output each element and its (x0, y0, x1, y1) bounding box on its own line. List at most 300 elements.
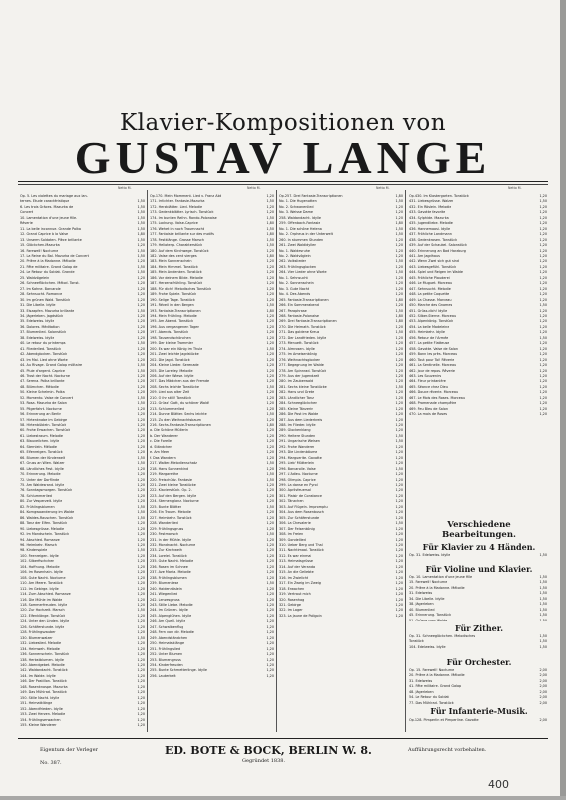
entry-price: 1,20 (266, 281, 274, 286)
entry-price: 1,20 (539, 352, 547, 357)
entry-title: 136. Sonnenschein. Tonstück (20, 652, 70, 657)
entry-price: 1,50 (395, 384, 403, 389)
catalog-column-2 (150, 194, 274, 679)
entry-price: 1,20 (137, 259, 145, 264)
entry-title: 148. Rosenknospe. Mazurka (20, 684, 68, 689)
entry-price: 1,20 (137, 581, 145, 586)
entry-price: 1,80 (266, 423, 274, 428)
entry-title: 454. La belle Madeleine (409, 324, 450, 329)
entry-title: 319. Vertraut mich (279, 592, 311, 597)
entry-price: 1,50 (137, 221, 145, 226)
entry-title: 262. Volkslieder (279, 259, 307, 264)
entry-title: f. Das Wandern (150, 455, 176, 460)
entry-title: 21. Fête militaire. Grand Galop de (20, 264, 78, 269)
entry-title: 44. Au Rivage. Grand Galop militaire (20, 363, 83, 368)
entry-price: 1,20 (395, 423, 403, 428)
entry-title: 443. Liebesgefühl. Tonstück (409, 264, 457, 269)
entry-price: 1,20 (266, 635, 274, 640)
entry-price: 1,20 (266, 537, 274, 542)
entry-title: 317. Ein Zweig im Zweig (279, 581, 321, 586)
entry-title: 199. Der kleine Trommler (150, 341, 194, 346)
entry-title: 118. Sommerfreuden. Idylle (20, 602, 68, 607)
entry-title: 45. Erinnerung. Tonstück (409, 613, 452, 618)
entry-price: 1,20 (266, 352, 274, 357)
entry-price: 1,20 (137, 379, 145, 384)
entry-price: 1,20 (395, 346, 403, 351)
entry-title: 463. Les Souvenirs (409, 373, 442, 378)
entry-title: 316. Im Zwielicht (279, 575, 309, 580)
section-heading-zither: Für Zither. (454, 623, 504, 633)
entry-title: 456. Retour de l'Armée (409, 335, 449, 340)
entry-price: 1,20 (266, 515, 274, 520)
entry-title: 236. Rosen im Schnee (150, 564, 188, 569)
entry-price: 1,20 (539, 248, 547, 253)
entry-title: 200. Es war ein König im Thule (150, 346, 203, 351)
entry-price: 1,20 (539, 232, 547, 237)
entry-title: 57. Hirtenknabe im Gebirge (20, 417, 68, 422)
entry-title: 65. Elfenreigen. Tonstück (20, 450, 63, 455)
entry-price: 1,20 (266, 553, 274, 558)
entry-price: 1,20 (395, 570, 403, 575)
entry-price: 2,00 (539, 700, 547, 705)
entry-price: 1,20 (395, 613, 403, 618)
section-heading-orchestra: Für Orchester. (446, 657, 512, 667)
entry-price: 1,20 (137, 586, 145, 591)
entry-title: 55. Pilgerfahrt. Nocturne (20, 406, 62, 411)
entry-price: 1,20 (266, 455, 274, 460)
entry-title: 40. Blumenlied (409, 607, 435, 612)
scan-edge-right (560, 0, 566, 800)
entry-price: 1,20 (395, 253, 403, 258)
entry-price: 1,20 (395, 286, 403, 291)
entry-title: 104. Hoffnung. Melodie (20, 564, 60, 569)
entry-title: 282. Hans und Grete (279, 390, 315, 395)
entry-price: 1,20 (266, 270, 274, 275)
entry-title: 130. Blumenwalzer (20, 635, 53, 640)
entry-price: 1,80 (395, 194, 403, 198)
entry-title: 110. Am Meere. Tonstück (20, 581, 63, 586)
entry-price: 1,50 (266, 243, 274, 248)
entry-price: 1,20 (137, 668, 145, 673)
entry-title: Op. 10. Lamentation d'une jeune fille (409, 575, 473, 579)
entry-price: 1,50 (395, 308, 403, 313)
column-divider (147, 190, 148, 732)
entry-title: 152. Abendfrieden. Idylle (20, 706, 63, 711)
entry-title: Op.430. Im Klostergarten. Tonstück (409, 194, 469, 198)
entry-price: 1,20 (539, 259, 547, 264)
entry-title: 96. Heimkehr. Marsch (20, 543, 57, 547)
entry-title: 286. Die Post im Walde (279, 412, 319, 417)
entry-price: 1,20 (137, 701, 145, 706)
entry-title: 469. Feu Bleu de Salon (409, 406, 448, 411)
entry-title: 132. Liebeslied. Melodie (20, 641, 62, 646)
entry-price: 1,20 (266, 324, 274, 329)
entry-title: 196. Aus vergangenen Tagen (150, 324, 200, 329)
entry-price: 1,20 (137, 592, 145, 597)
entry-price: 1,20 (395, 543, 403, 547)
catalog-entry (409, 553, 547, 558)
entry-title: 80. Zur Vesperzeit. Idylle (20, 499, 63, 504)
entry-price: 1,20 (395, 335, 403, 340)
entry-price: 1,20 (395, 608, 403, 613)
entry-price: 1,20 (137, 417, 145, 422)
entry-price: 1,50 (137, 264, 145, 269)
entry-title: 182. Valse des cent vierges (150, 253, 197, 258)
entry-price: 1,50 (395, 433, 403, 438)
entry-price: 1,20 (137, 390, 145, 395)
entry-title: 106. Im Rosenhain. Idylle (20, 570, 63, 575)
entry-title: 289. Glockenklang (279, 428, 311, 433)
entry-price: 1,20 (266, 194, 274, 198)
entry-price: 1,20 (137, 543, 145, 547)
entry-title: 278. Am Spinnrad. Tonstück (279, 368, 327, 373)
entry-title: 448. La petite Coquette (409, 292, 450, 297)
entry-title: 299. La danse en Pyrol (279, 483, 318, 488)
entry-title: 270. Die Heimath. Tonstück (279, 324, 326, 329)
entry-price: 1,20 (137, 444, 145, 449)
founded-note: Gegründet 1838. (242, 758, 286, 764)
entry-price: 1,20 (137, 450, 145, 455)
entry-price: 1,80 (395, 319, 403, 324)
entry-title: 440. Erinnerung an Bad Harzburg (409, 248, 466, 253)
entry-title: 154. Frühlingserwachen (20, 717, 61, 722)
entry-title: 31. Edelweiss (409, 591, 433, 596)
entry-price: 1,20 (137, 423, 145, 428)
entry-title: 220. Freischütz. Fantasie (150, 477, 192, 482)
entry-price: 1,20 (137, 641, 145, 646)
entry-price: 1,20 (395, 341, 403, 346)
entry-title: 172. Herzblätter. Lied. Melodie (150, 204, 203, 209)
entry-title: 438. Gedenkrosen. Tonstück (409, 237, 458, 242)
entry-title: 234. Lorelei. Tonstück (150, 553, 187, 558)
entry-title: 41. Fliederlied. Tonstück (20, 346, 62, 351)
entry-price: 1,20 (137, 613, 145, 618)
entry-price: 1,50 (137, 199, 145, 204)
entry-price: 1,20 (266, 521, 274, 526)
entry-title: 444. Spiel und Reigen im Walde (409, 270, 463, 275)
entry-title: 268. Fantasie-Polonaise (279, 313, 319, 318)
entry-price: 1,20 (266, 624, 274, 629)
entry-price: 1,50 (137, 510, 145, 515)
entry-price: 1,50 (137, 515, 145, 520)
entry-price: 1,20 (539, 330, 547, 335)
entry-title: 72. Unter der Dorflinde (20, 477, 60, 482)
entry-title: Op. 31. Edelweiss. Idylle (409, 553, 451, 557)
entry-price: 1,20 (137, 483, 145, 488)
entry-price: 1,20 (137, 466, 145, 471)
entry-price: 1,20 (539, 341, 547, 346)
entry-price: 1,20 (137, 335, 145, 340)
entry-price: 1,20 (137, 406, 145, 411)
entry-price: 1,20 (137, 357, 145, 362)
entry-title: 226. Ein Traum. Melodie (150, 510, 191, 515)
entry-title: 26. Schneeflöckchen. Mélod. Tonst. (20, 281, 80, 286)
entry-title: 188. Für dich! Melodisches Tonstück (150, 286, 212, 291)
entry-title: 146. Der Postillon. Tonstück (20, 679, 67, 684)
entry-title: 247. Schwalbenflug (150, 624, 184, 629)
entry-price: 1,50 (266, 226, 274, 231)
entry-price: 1,20 (266, 313, 274, 318)
entry-title: Op.170. Mein Momment. Lied v. Franz Abt (150, 194, 222, 198)
entry-title: 47. Serena. Polka brillante (20, 379, 65, 384)
entry-title: 439. Auf der Schaukel. Salonstück (409, 243, 467, 248)
entry-title: 202. Die Jagd. Tonstück (150, 357, 190, 362)
entry-price: 1,20 (266, 526, 274, 531)
entry-title: 294. Marguerite. Gavotte (279, 455, 322, 460)
entry-title: 41. Fête militaire. Grand Galop (409, 684, 462, 689)
entry-title: 323. La Jaune de Poligoin (279, 613, 322, 618)
entry-title: 466. Douce rêverie. Morceau (409, 390, 459, 395)
entry-price: 1,20 (395, 292, 403, 297)
entry-price: 1,50 (266, 303, 274, 308)
entry-price: 1,20 (266, 330, 274, 335)
entry-price: 1,50 (137, 341, 145, 346)
entry-title: 232. Mondnacht. Nocturne (150, 543, 196, 547)
entry-title: 437. Fröhliche Landmann (409, 232, 452, 237)
entry-price: 1,80 (395, 297, 403, 302)
entry-price: 1,50 (539, 644, 547, 649)
entry-price: 1,20 (266, 335, 274, 340)
entry-price: 2,00 (539, 668, 547, 672)
entry-price: 1,20 (395, 450, 403, 455)
entry-title: 296. Barcarolle. Valse (279, 466, 316, 471)
entry-title: 53. Rosa. Mazurka de Salon (20, 401, 67, 406)
entry-price: 1,20 (266, 592, 274, 597)
duet-list (409, 553, 547, 558)
entry-title: 431. Liebesgrüsse. Walzer (409, 199, 454, 204)
entry-title: 459. Bonn les près. Morceau (409, 352, 458, 357)
entry-price: 1,20 (395, 532, 403, 537)
entry-title: 265. Fantasie-Transcriptionen (279, 297, 329, 302)
entry-title: 183. Mein Sonnenschein (150, 259, 192, 264)
entry-price: 1,50 (137, 608, 145, 613)
entry-title: 304. Aus dem Rosenbusch (279, 510, 324, 515)
entry-title: 51. Grüsse vom Walde (409, 618, 448, 621)
entry-price: 1,20 (539, 412, 547, 417)
entry-title: 273. Menuett. Tonstück (279, 341, 319, 346)
entry-price: 1,50 (539, 335, 547, 340)
entry-title: 63. Blauveilchen. Idylle (20, 439, 60, 444)
entry-title: 184. Mein Himmel. Tonstück (150, 264, 198, 269)
entry-price: 1,20 (266, 379, 274, 384)
entry-price: 1,80 (266, 232, 274, 237)
entry-title: 102. Silberfischchen (20, 559, 55, 564)
catalog-entry (20, 723, 145, 728)
price-header-4: Netto M. (508, 186, 522, 190)
entry-price: 1,20 (266, 662, 274, 667)
catalog-column-4 (409, 194, 547, 510)
entry-price: 1,20 (137, 433, 145, 438)
entry-title: Réverie (20, 221, 33, 226)
entry-title: 243. Stille Liebe. Melodie (150, 602, 193, 607)
entry-price: 1,50 (395, 466, 403, 471)
entry-title: 190. Selige Tage. Tonstück (150, 297, 195, 302)
entry-price: 1,50 (539, 303, 547, 308)
entry-title: 239. Blumenlese (150, 581, 179, 586)
entry-title: 179. Helioterp. Charakterstück (150, 243, 203, 248)
entry-price: 1,20 (539, 324, 547, 329)
entry-title: 75. Am Waldesrand. Idylle (20, 483, 65, 488)
entry-title: 186. Vor deinem Bilde. Melodie (150, 275, 203, 280)
entry-title: 449. La Chasse. Morceau (409, 297, 452, 302)
entry-price: 1,20 (266, 450, 274, 455)
section-heading-infantry: Für Infanterie-Musik. (430, 706, 528, 716)
entry-price: 1,20 (137, 313, 145, 318)
entry-title: 305. Zur Schäferstunde (279, 515, 320, 520)
entry-price: 1,20 (395, 515, 403, 520)
entry-price: 1,50 (539, 553, 547, 557)
entry-title: 300. Aprilsfeuersal (279, 488, 311, 493)
entry-price: 1,20 (395, 428, 403, 433)
entry-price: 1,20 (266, 259, 274, 264)
entry-title: 303. Auf Flügeln. Impromptu (279, 504, 328, 509)
entry-title: 45. Pluie d'argent. Caprice (20, 368, 65, 373)
entry-price: 1,20 (266, 439, 274, 444)
entry-title: 322. Im Lager (279, 608, 303, 613)
entry-price: 1,50 (137, 395, 145, 400)
entry-title: 201. Zwei leichte Jagdstücke (150, 352, 199, 357)
entry-price: 1,20 (395, 281, 403, 286)
entry-price: 1,20 (137, 712, 145, 717)
entry-title: 149. Das Mühlrad. Tonstück (20, 690, 67, 695)
entry-title: 246. Am Quell. Idylle (150, 619, 186, 624)
entry-title: 264. Vier Lieder ohne Worte (279, 270, 327, 275)
entry-title: 250. Heimatsklänge (150, 641, 185, 646)
entry-price: 1,50 (539, 199, 547, 204)
entry-title: 313. Heimatsgrüsse (279, 559, 313, 564)
entry-title: 248. Fern von dir. Melodie (150, 630, 194, 635)
entry-price: 1,50 (395, 330, 403, 335)
entry-title: 309. Gondellied (279, 537, 306, 542)
entry-title: Op. 31. Schneeglöckchen. Melodisches (409, 634, 476, 638)
entry-price: 1,20 (137, 243, 145, 248)
entry-price: 2,00 (539, 684, 547, 689)
entry-price: 1,20 (137, 575, 145, 580)
entry-price: 1,50 (395, 439, 403, 444)
entry-title: 52. Momento. Valse de Concert (20, 395, 74, 400)
entry-price: 1,20 (395, 357, 403, 362)
entry-price: 1,20 (137, 384, 145, 389)
entry-price: 1,20 (395, 237, 403, 242)
catalog-entry (279, 614, 403, 619)
entry-title: 100. Feenreigen. Idylle (20, 553, 59, 558)
entry-title: 173. Gedenkblätter. Lyrisch. Tonstück (150, 210, 214, 215)
entry-price: 1,20 (266, 390, 274, 395)
entry-title: 25. Waldvögelein (20, 275, 50, 280)
entry-price: 1,20 (137, 521, 145, 526)
handwritten-number: 400 (488, 778, 509, 791)
entry-title: 245. Alpenglühen. Idylle (150, 613, 192, 618)
entry-title: 24. Le Retour du Soldat. Grande (20, 270, 75, 275)
entry-price: 1,80 (137, 232, 145, 237)
entry-title: 84. Korngwoanderung im Walde (20, 510, 75, 515)
entry-price: 1,20 (539, 286, 547, 291)
entry-price: 1,20 (266, 559, 274, 564)
entry-title: 185. Mein Andenken. Tonstück (150, 270, 202, 275)
entry-title: 140. Abendgebet. Melodie (20, 662, 65, 667)
entry-price: 1,20 (266, 564, 274, 569)
entry-title: 218. Hans Sonnenkind (150, 466, 189, 471)
entry-price: 1,20 (137, 292, 145, 297)
entry-title: 249. Abendständchen (150, 635, 188, 640)
entry-price: 1,20 (539, 363, 547, 368)
entry-price: 2,00 (539, 673, 547, 678)
entry-title: 60. Frohe Erwachen. Tonstück (20, 428, 71, 433)
entry-price: 1,20 (266, 368, 274, 373)
entry-price: 1,50 (266, 504, 274, 509)
entry-price: 1,50 (137, 215, 145, 220)
entry-title: 174. Im bunten Reihn. Rondo-Polonaise (150, 215, 217, 220)
entry-price: 1,20 (539, 243, 547, 248)
entry-title: 280. Im Zauberwald (279, 379, 314, 384)
entry-title: 240. Haidenröslein (150, 586, 182, 591)
entry-title: 176. Wehet in noch Traumnacht (150, 226, 205, 231)
entry-title: 283. Ländlicher Tanz (279, 395, 314, 400)
entry-price: 1,20 (395, 483, 403, 488)
entry-price: 1,20 (266, 406, 274, 411)
entry-title: 98. Kinderspiele (20, 548, 48, 553)
entry-title: 229. Frühlingsgruss (150, 526, 184, 531)
entry-title: 124. Unter den Linden. Idylle (20, 619, 70, 624)
entry-price: 1,20 (395, 602, 403, 607)
entry-price: 1,50 (137, 401, 145, 406)
entry-title: 42. Abendglocken. Tonstück (20, 352, 68, 357)
entry-title: 67. Gruss an Wien. Walzer (20, 461, 65, 466)
entry-title: 151. Heimatklänge (20, 701, 53, 706)
rights-note: Aufführungsrecht vorbehalten. (408, 747, 487, 753)
entry-title: Op.257. Drei Fantasie-Transcriptionen (279, 194, 343, 198)
entry-title: No. 1. Die schöne Helena (279, 226, 322, 231)
entry-title: 204. Kleine Lieder. Serenade (150, 363, 199, 368)
entry-price: 1,50 (539, 618, 547, 621)
entry-price: 1,20 (137, 472, 145, 477)
entry-title: 215. Zu den Weihnachtsbaum (150, 417, 201, 422)
entry-price: 1,20 (395, 417, 403, 422)
entry-price: 1,50 (539, 602, 547, 607)
entry-title: 33. Eiszapfen. Mazurka brillante (20, 308, 75, 313)
entry-price: 1,20 (266, 548, 274, 553)
entry-price: 1,20 (266, 570, 274, 575)
entry-title: 178. Festklänge. Grosse Marsch (150, 237, 204, 242)
entry-title: 88. Tanz der Elfen. Tonstück (20, 521, 68, 526)
section-heading-violin: Für Violine und Klavier. (425, 564, 533, 574)
entry-title: d. Ständchen (150, 444, 173, 449)
entry-title: 310. Ueber Berg und Thal (279, 543, 323, 547)
infantry-list (409, 718, 547, 723)
entry-price: 2,00 (539, 718, 547, 722)
entry-title: No. 2. Sonnenschein (279, 281, 314, 286)
entry-price: 1,20 (539, 357, 547, 362)
entry-price: 1,20 (539, 379, 547, 384)
entry-price: 1,20 (266, 210, 274, 215)
entry-price: 1,80 (395, 313, 403, 318)
entry-price: 1,20 (266, 499, 274, 504)
entry-price: 1,50 (395, 199, 403, 204)
bottom-rule (18, 738, 548, 739)
entry-price: 1,50 (539, 580, 547, 585)
entry-title: 442. Wenn Zwei sich gut sind (409, 259, 459, 264)
entry-price: 1,20 (137, 493, 145, 498)
entry-title: No. 1. Die Hugenotten (279, 199, 317, 204)
entry-price: 1,20 (539, 270, 547, 275)
entry-title: 222. Klavierstück. Op. 2. (150, 488, 192, 493)
entry-price: 1,20 (395, 215, 403, 220)
entry-title: 116. Die Mühle im Walde (20, 597, 63, 602)
entry-price: 1,20 (395, 275, 403, 280)
entry-price: 1,20 (266, 433, 274, 438)
entry-price: 1,20 (395, 597, 403, 602)
entry-price: 1,20 (395, 504, 403, 509)
